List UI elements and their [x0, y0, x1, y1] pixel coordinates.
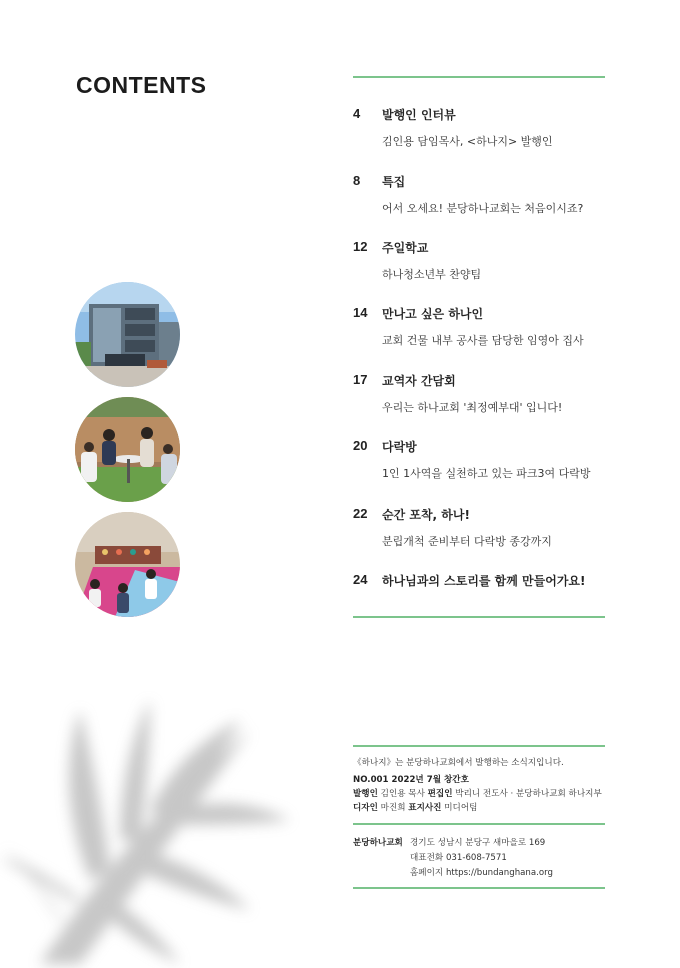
publisher-name: 김인용 목사: [380, 789, 425, 799]
toc-page-number: 20: [353, 438, 368, 453]
issue-number: NO.001 2022년 7월 창간호: [353, 775, 469, 785]
colophon-middle-divider: [353, 823, 605, 825]
toc-subtitle: 1인 1사역을 실천하고 있는 파크3여 다락방: [382, 467, 591, 480]
toc-title: 발행인 인터뷰: [382, 108, 456, 122]
toc-title: 다락방: [382, 440, 417, 454]
church-name: 분당하나교회: [353, 838, 403, 848]
toc-page-number: 4: [353, 106, 361, 121]
toc-page-number: 24: [353, 572, 368, 587]
church-phone: 대표전화 031-608-7571: [410, 853, 507, 863]
church-building-photo: [75, 282, 180, 387]
top-divider: [353, 76, 605, 78]
toc-page-number: 14: [353, 305, 368, 320]
toc-subtitle: 하나청소년부 찬양팀: [382, 268, 482, 281]
colophon-publisher-line: [353, 787, 602, 802]
toc-title: 하나님과의 스토리를 함께 만들어가요!: [382, 574, 586, 588]
toc-title: 만나고 싶은 하나인: [382, 307, 484, 321]
toc-subtitle: 김인용 담임목사, <하나지> 발행인: [382, 135, 553, 148]
toc-bottom-divider: [353, 616, 605, 618]
page-title: CONTENTS: [76, 72, 207, 98]
toc-subtitle: 우리는 하나교회 '최정예부대' 입니다!: [382, 401, 563, 414]
editor-name: 박리니 전도사 · 분당하나교회 하나지부: [455, 789, 602, 799]
designer-name: 마진희: [380, 803, 406, 813]
editor-label: 편집인: [427, 789, 453, 799]
toc-subtitle: 어서 오세요! 분당하나교회는 처음이시죠?: [382, 202, 584, 215]
cover-photo-credit: 미디어팀: [444, 803, 478, 813]
colophon-bottom-divider: [353, 887, 605, 889]
palm-leaf-shadow-decoration: [0, 690, 300, 964]
church-address: 경기도 성남시 분당구 새마을로 169: [410, 838, 546, 848]
cover-photo-label: 표지사진: [408, 803, 442, 813]
children-event-photo: [75, 512, 180, 617]
toc-title: 순간 포착, 하나!: [382, 508, 470, 522]
toc-page-number: 8: [353, 173, 361, 188]
toc-page-number: 22: [353, 506, 368, 521]
toc-title: 주일학교: [382, 241, 429, 255]
colophon-intro: 《하나지》는 분당하나교회에서 발행하는 소식지입니다.: [353, 758, 564, 768]
meeting-photo: [75, 397, 180, 502]
toc-subtitle: 교회 건물 내부 공사를 담당한 임영아 집사: [382, 334, 584, 347]
publisher-label: 발행인: [353, 789, 378, 799]
colophon-designer-line: [353, 801, 477, 816]
toc-page-number: 12: [353, 239, 368, 254]
colophon-top-divider: [353, 745, 605, 747]
toc-subtitle: 분립개척 준비부터 다락방 종강까지: [382, 535, 552, 548]
designer-label: 디자인: [353, 803, 378, 813]
toc-page-number: 17: [353, 372, 368, 387]
colophon-issue: [353, 773, 469, 788]
church-homepage[interactable]: 홈페이지 https://bundanghana.org: [410, 868, 553, 878]
toc-title: 교역자 간담회: [382, 374, 456, 388]
toc-title: 특집: [382, 175, 406, 189]
